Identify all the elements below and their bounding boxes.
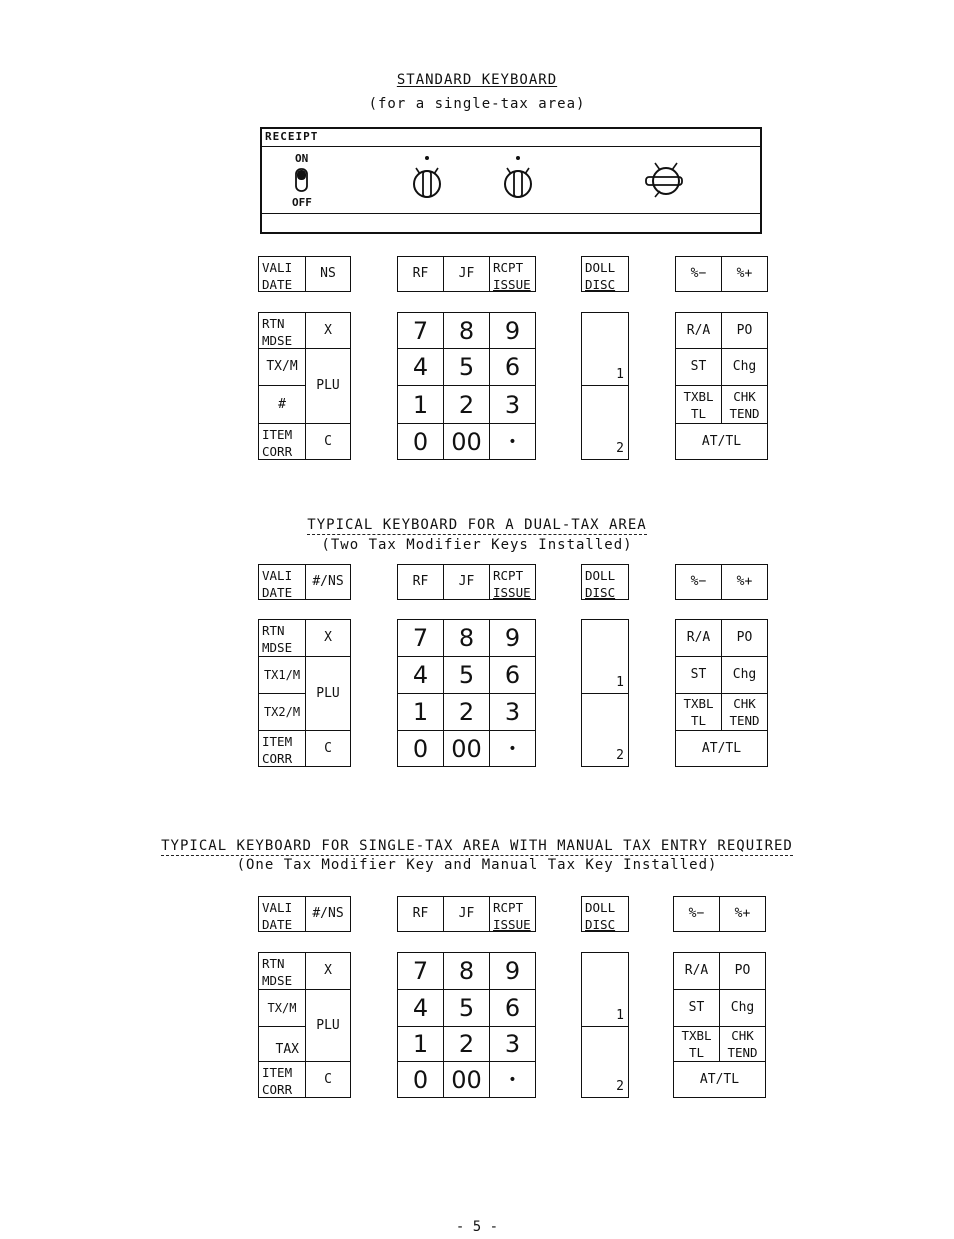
digit-4-key[interactable]: 4 xyxy=(397,348,444,386)
validate-key[interactable]: VALI DATE xyxy=(258,896,306,932)
subtotal-key[interactable]: ST xyxy=(673,989,720,1027)
jf-key[interactable]: JF xyxy=(443,256,490,292)
digit-00-key[interactable]: 00 xyxy=(443,1061,490,1098)
tax-modifier-key[interactable]: TX/M xyxy=(258,348,306,386)
rf-key[interactable]: RF xyxy=(397,564,444,600)
clear-key[interactable]: C xyxy=(305,423,351,460)
no-sale-key[interactable]: NS xyxy=(305,256,351,292)
digit-00-key[interactable]: 00 xyxy=(443,730,490,767)
subtotal-key[interactable]: ST xyxy=(675,656,722,694)
clear-key[interactable]: C xyxy=(305,1061,351,1098)
department-2-key[interactable]: 2 xyxy=(581,1026,629,1098)
plu-key[interactable]: PLU xyxy=(305,348,351,424)
charge-key[interactable]: Chg xyxy=(719,989,766,1027)
digit-1-key[interactable]: 1 xyxy=(397,385,444,424)
amount-tendered-total-key[interactable]: AT/TL xyxy=(675,730,768,767)
off-label: OFF xyxy=(292,196,312,209)
received-on-account-key[interactable]: R/A xyxy=(675,312,722,349)
page-number: - 5 - xyxy=(455,1219,499,1235)
on-label: ON xyxy=(295,152,309,165)
digit-4-key[interactable]: 4 xyxy=(397,656,444,694)
jf-key[interactable]: JF xyxy=(443,564,490,600)
digit-3-key[interactable]: 3 xyxy=(489,385,536,424)
item-correct-key[interactable]: ITEM CORR xyxy=(258,730,306,767)
percent-plus-key[interactable]: %+ xyxy=(721,256,768,292)
department-1-key[interactable]: 1 xyxy=(581,619,629,694)
receipt-issue-key[interactable]: RCPT ISSUE xyxy=(489,896,536,932)
jf-key[interactable]: JF xyxy=(443,896,490,932)
validate-key[interactable]: VALI DATE xyxy=(258,256,306,292)
digit-5-key[interactable]: 5 xyxy=(443,989,490,1027)
digit-00-key[interactable]: 00 xyxy=(443,423,490,460)
consecutive-key-lock-icon[interactable] xyxy=(642,155,690,203)
digit-3-key[interactable]: 3 xyxy=(489,1026,536,1062)
multiply-key[interactable]: X xyxy=(305,619,351,657)
percent-minus-key[interactable]: %− xyxy=(673,896,720,932)
digit-0-key[interactable]: 0 xyxy=(397,1061,444,1098)
section3-subtitle: (One Tax Modifier Key and Manual Tax Key Installed) xyxy=(236,857,718,873)
percent-minus-key[interactable]: %− xyxy=(675,564,722,600)
decimal-key[interactable]: • xyxy=(489,730,536,767)
digit-2-key[interactable]: 2 xyxy=(443,385,490,424)
tax2-modifier-key[interactable]: TX2/M xyxy=(258,693,306,731)
receipt-issue-key[interactable]: RCPT ISSUE xyxy=(489,256,536,292)
digit-6-key[interactable]: 6 xyxy=(489,656,536,694)
amount-tendered-total-key[interactable]: AT/TL xyxy=(675,423,768,460)
validate-key[interactable]: VALI DATE xyxy=(258,564,306,600)
number-key[interactable]: # xyxy=(258,385,306,424)
item-correct-key[interactable]: ITEM CORR xyxy=(258,423,306,460)
return-merchandise-key[interactable]: RTN MDSE xyxy=(258,312,306,349)
department-2-key[interactable]: 2 xyxy=(581,693,629,767)
receipt-issue-key[interactable]: RCPT ISSUE xyxy=(489,564,536,600)
digit-9-key[interactable]: 9 xyxy=(489,952,536,990)
dollar-discount-key[interactable]: DOLL DISC xyxy=(581,564,629,600)
receipt-toggle-switch-icon[interactable] xyxy=(292,167,312,195)
percent-plus-key[interactable]: %+ xyxy=(719,896,766,932)
number-no-sale-key[interactable]: #/NS xyxy=(305,564,351,600)
paid-out-key[interactable]: PO xyxy=(719,952,766,990)
digit-6-key[interactable]: 6 xyxy=(489,989,536,1027)
digit-0-key[interactable]: 0 xyxy=(397,730,444,767)
department-1-key[interactable]: 1 xyxy=(581,312,629,386)
amount-tendered-total-key[interactable]: AT/TL xyxy=(673,1061,766,1098)
tax1-modifier-key[interactable]: TX1/M xyxy=(258,656,306,694)
percent-plus-key[interactable]: %+ xyxy=(721,564,768,600)
check-tender-key[interactable]: CHK TEND xyxy=(719,1026,766,1062)
check-tender-key[interactable]: CHK TEND xyxy=(721,385,768,424)
receipt-label: RECEIPT xyxy=(265,130,319,143)
digit-5-key[interactable]: 5 xyxy=(443,348,490,386)
rf-key[interactable]: RF xyxy=(397,256,444,292)
received-on-account-key[interactable]: R/A xyxy=(675,619,722,657)
digit-9-key[interactable]: 9 xyxy=(489,619,536,657)
digit-0-key[interactable]: 0 xyxy=(397,423,444,460)
charge-key[interactable]: Chg xyxy=(721,348,768,386)
department-2-key[interactable]: 2 xyxy=(581,385,629,460)
digit-2-key[interactable]: 2 xyxy=(443,693,490,731)
paid-out-key[interactable]: PO xyxy=(721,619,768,657)
digit-3-key[interactable]: 3 xyxy=(489,693,536,731)
item-correct-key[interactable]: ITEM CORR xyxy=(258,1061,306,1098)
manual-tax-key[interactable]: TAX xyxy=(258,1026,306,1062)
section1-subtitle: (for a single-tax area) xyxy=(368,96,586,112)
return-merchandise-key[interactable]: RTN MDSE xyxy=(258,952,306,990)
decimal-key[interactable]: • xyxy=(489,423,536,460)
digit-4-key[interactable]: 4 xyxy=(397,989,444,1027)
control-panel xyxy=(260,127,762,234)
paid-out-key[interactable]: PO xyxy=(721,312,768,349)
digit-8-key[interactable]: 8 xyxy=(443,619,490,657)
mode-key-lock-icon[interactable] xyxy=(407,153,447,201)
clear-key[interactable]: C xyxy=(305,730,351,767)
dollar-discount-key[interactable]: DOLL DISC xyxy=(581,896,629,932)
percent-minus-key[interactable]: %− xyxy=(675,256,722,292)
digit-7-key[interactable]: 7 xyxy=(397,952,444,990)
return-merchandise-key[interactable]: RTN MDSE xyxy=(258,619,306,657)
taxable-total-key[interactable]: TXBL TL xyxy=(675,693,722,731)
manager-key-lock-icon[interactable] xyxy=(498,153,538,201)
digit-9-key[interactable]: 9 xyxy=(489,312,536,349)
digit-1-key[interactable]: 1 xyxy=(397,1026,444,1062)
decimal-key[interactable]: • xyxy=(489,1061,536,1098)
plu-key[interactable]: PLU xyxy=(305,989,351,1062)
check-tender-key[interactable]: CHK TEND xyxy=(721,693,768,731)
digit-8-key[interactable]: 8 xyxy=(443,312,490,349)
digit-5-key[interactable]: 5 xyxy=(443,656,490,694)
section1-title: STANDARD KEYBOARD xyxy=(396,72,558,88)
taxable-total-key[interactable]: TXBL TL xyxy=(675,385,722,424)
plu-key[interactable]: PLU xyxy=(305,656,351,731)
multiply-key[interactable]: X xyxy=(305,952,351,990)
number-no-sale-key[interactable]: #/NS xyxy=(305,896,351,932)
charge-key[interactable]: Chg xyxy=(721,656,768,694)
section2-title: TYPICAL KEYBOARD FOR A DUAL-TAX AREA xyxy=(307,517,647,533)
taxable-total-key[interactable]: TXBL TL xyxy=(673,1026,720,1062)
section2-subtitle: (Two Tax Modifier Keys Installed) xyxy=(321,537,633,553)
department-1-key[interactable]: 1 xyxy=(581,952,629,1027)
digit-7-key[interactable]: 7 xyxy=(397,312,444,349)
multiply-key[interactable]: X xyxy=(305,312,351,349)
dollar-discount-key[interactable]: DOLL DISC xyxy=(581,256,629,292)
tax-modifier-key[interactable]: TX/M xyxy=(258,989,306,1027)
subtotal-key[interactable]: ST xyxy=(675,348,722,386)
digit-7-key[interactable]: 7 xyxy=(397,619,444,657)
section3-title: TYPICAL KEYBOARD FOR SINGLE-TAX AREA WITH MANUAL TAX ENTRY REQUIRED xyxy=(161,838,793,854)
rf-key[interactable]: RF xyxy=(397,896,444,932)
digit-2-key[interactable]: 2 xyxy=(443,1026,490,1062)
digit-8-key[interactable]: 8 xyxy=(443,952,490,990)
received-on-account-key[interactable]: R/A xyxy=(673,952,720,990)
digit-1-key[interactable]: 1 xyxy=(397,693,444,731)
digit-6-key[interactable]: 6 xyxy=(489,348,536,386)
